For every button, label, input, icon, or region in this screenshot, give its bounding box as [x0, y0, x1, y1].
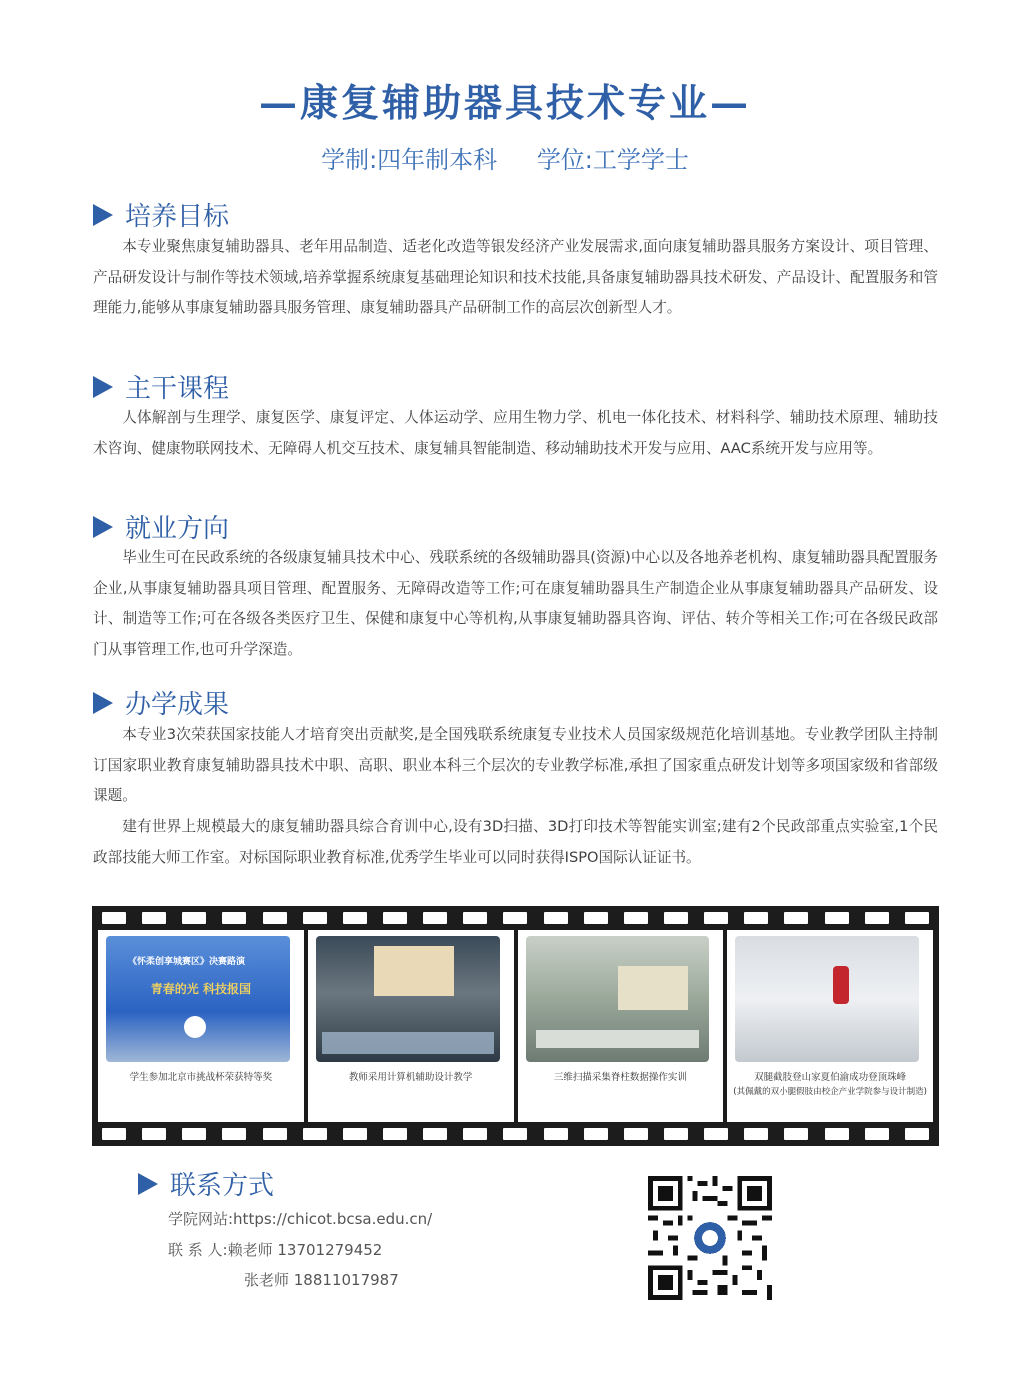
photo-caption: 教师采用计算机辅助设计教学 [348, 1072, 473, 1083]
photo-caption-sub: (其佩戴的双小腿假肢由校企产业学院参与设计制造) [733, 1087, 927, 1097]
careers-paragraph: 毕业生可在民政系统的各级康复辅具技术中心、残联系统的各级辅助器具(资源)中心以及各地养老机构、康复辅助器具配置服务企业,从事康复辅助器具项目管理、配置服务、无障碍改造等工作;可在康复辅助器具生产制造企业从事康复辅助器具产品研发、设计、制造等工作;可在各级各类医疗卫生、保健和康复中心等机构,从事康复辅助器具咨询、评估、转介等相关工作;可在各级民政部门从事管理工作,也可升学深造。 [93, 549, 938, 658]
triangle-bullet-icon [138, 1173, 158, 1195]
photo-competition [106, 936, 290, 1062]
photo-frame [98, 930, 304, 1122]
climber-icon [833, 966, 849, 1004]
section-heading-text: 培养目标 [125, 202, 230, 232]
objectives-paragraph: 本专业聚焦康复辅助器具、老年用品制造、适老化改造等银发经济产业发展需求,面向康复辅助器具服务方案设计、项目管理、产品研发设计与制作等技术领域,培养掌握系统康复基础理论知识和技术技能,具备康复辅助器具技术研发、产品设计、配置服务和管理能力,能够从事康复辅助器具服务管理、康复辅助器具产品研制工作的高层次创新型人才。 [93, 238, 938, 316]
website-line[interactable]: 学院网站:https://chicot.bcsa.edu.cn/ [168, 1210, 433, 1228]
projector-screen-icon [374, 946, 454, 996]
photo-caption: 三维扫描采集脊柱数据操作实训 [553, 1072, 687, 1083]
duration-label: 学制:四年制本科 [321, 146, 498, 174]
contact-person-1: 联 系 人:赖老师 13701279452 [168, 1241, 383, 1259]
triangle-bullet-icon [93, 692, 113, 714]
lab-table-icon [536, 1030, 700, 1048]
projector-screen-icon [618, 966, 688, 1010]
photo-scanning-lab [526, 936, 710, 1062]
section-heading-text: 主干课程 [125, 374, 230, 404]
film-holes-bottom [102, 1128, 929, 1140]
section-heading-careers [93, 508, 229, 545]
film-strip-gallery [92, 906, 939, 1146]
section-heading-courses [93, 368, 229, 405]
triangle-bullet-icon [93, 516, 113, 538]
photo-banner-slogan: 青春的光 科技报国 [150, 982, 251, 996]
photo-frame [308, 930, 514, 1122]
degree-label: 学位:工学学士 [536, 146, 689, 174]
triangle-bullet-icon [93, 204, 113, 226]
program-subtitle [0, 140, 1010, 175]
triangle-bullet-icon [93, 376, 113, 398]
photo-banner-text: 《怀柔创享城赛区》决赛路演 [128, 957, 246, 967]
computer-row-icon [322, 1032, 494, 1054]
section-heading-achievements [93, 684, 229, 721]
section-heading-text: 联系方式 [170, 1171, 275, 1201]
achievements-paragraph-2: 建有世界上规模最大的康复辅助器具综合育训中心,设有3D扫描、3D打印技术等智能实训室;建有2个民政部重点实验室,1个民政部技能大师工作室。对标国际职业教育标准,优秀学生毕业可以同时获得ISPO国际认证证书。 [93, 818, 938, 866]
contact-person-2: 张老师 18811017987 [244, 1271, 399, 1289]
photo-caption [727, 1070, 933, 1100]
section-heading-text: 办学成果 [125, 690, 230, 720]
photo-frame [518, 930, 724, 1122]
courses-paragraph: 人体解剖与生理学、康复医学、康复评定、人体运动学、应用生物力学、机电一体化技术、材料科学、辅助技术原理、辅助技术咨询、健康物联网技术、无障碍人机交互技术、康复辅具智能制造、移动辅助技术开发与应用、AAC系统开发与应用等。 [93, 409, 938, 457]
school-logo-icon [184, 1016, 206, 1038]
section-heading-contact [138, 1165, 274, 1202]
photo-caption: 学生参加北京市挑战杯荣获特等奖 [129, 1072, 273, 1083]
section-heading-objectives [93, 196, 229, 233]
photo-classroom [316, 936, 500, 1062]
section-heading-text: 就业方向 [125, 514, 230, 544]
photo-frame [727, 930, 933, 1122]
film-holes-top [102, 912, 929, 924]
qr-code-icon[interactable] [648, 1176, 772, 1300]
page-title: —康复辅助器具技术专业— [258, 80, 751, 125]
photo-caption-main: 双腿截肢登山家夏伯渝成功登顶珠峰 [754, 1072, 907, 1083]
achievements-paragraph-1: 本专业3次荣获国家技能人才培育突出贡献奖,是全国残联系统康复专业技术人员国家级规范化培训基地。专业教学团队主持制订国家职业教育康复辅助器具技术中职、高职、职业本科三个层次的专业教学标准,承担了国家重点研发计划等多项国家级和省部级课题。 [93, 726, 938, 804]
photo-mountaineer [735, 936, 919, 1062]
